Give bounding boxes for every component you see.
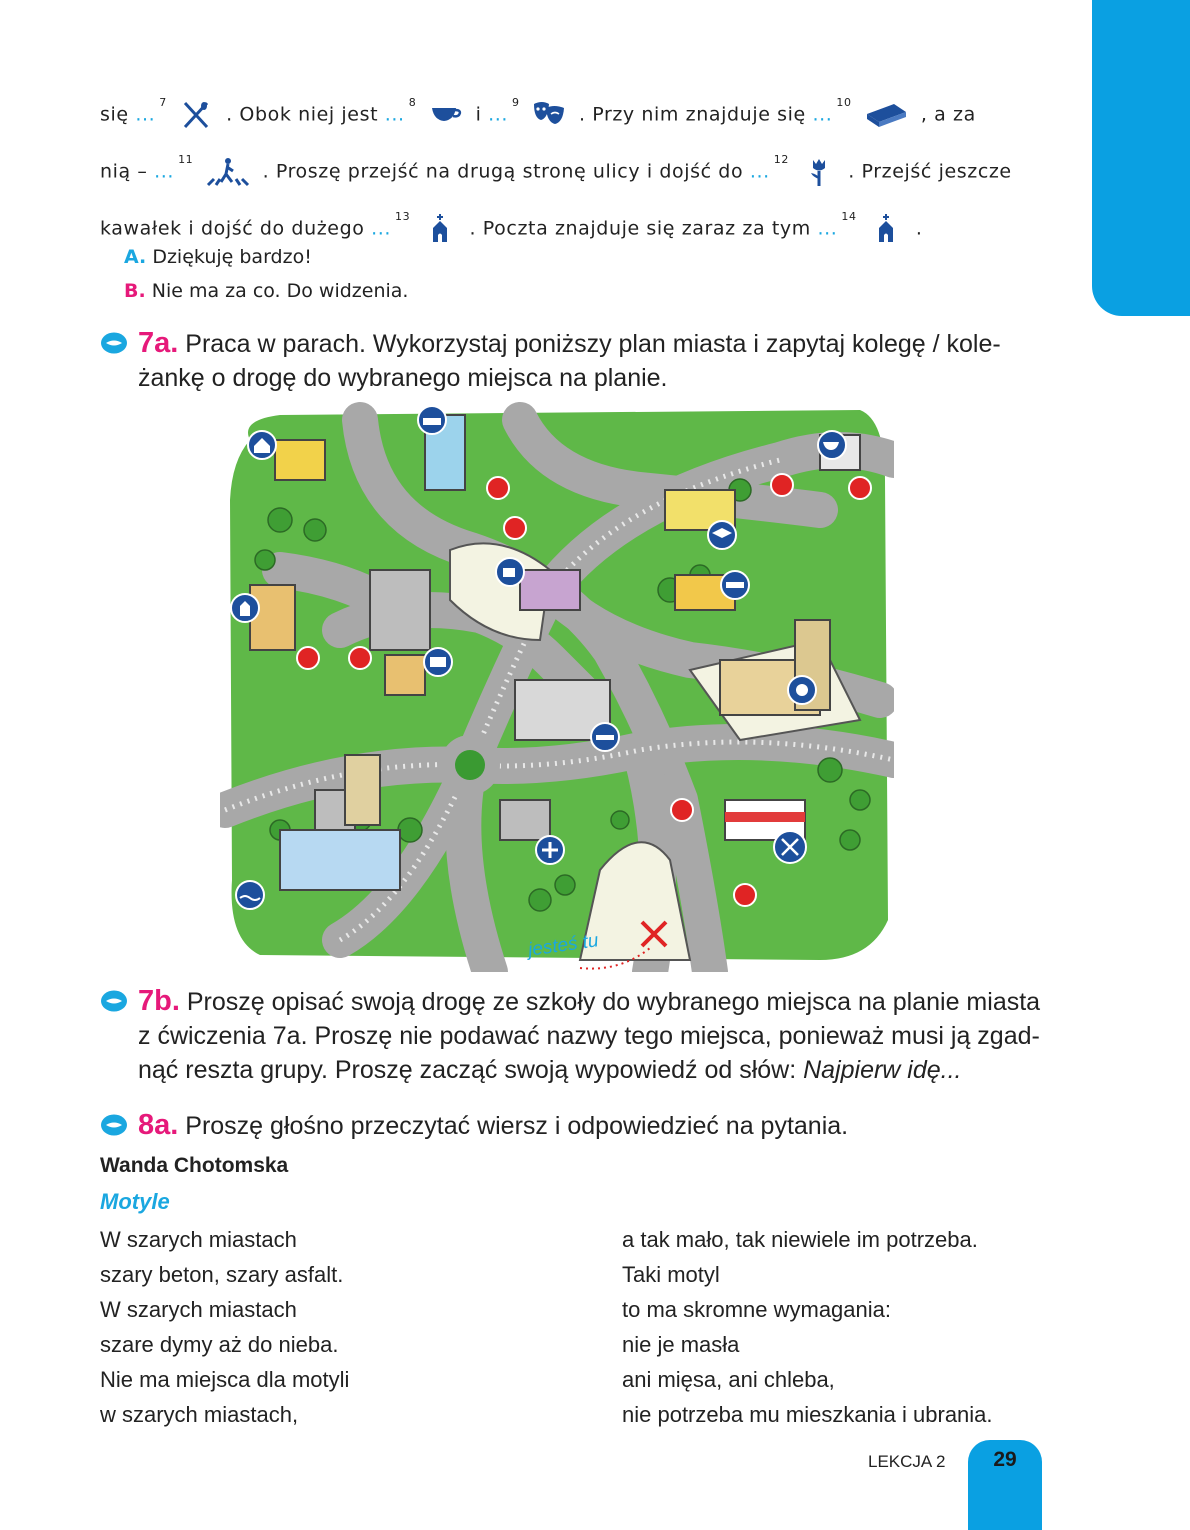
- cafe-icon: [429, 100, 463, 130]
- home-icon: [248, 431, 276, 459]
- flower-shop-icon: [802, 157, 836, 187]
- church-icon: [869, 214, 903, 244]
- pharmacy-icon: [536, 836, 564, 864]
- poem-line: to ma skromne wymagania:: [622, 1297, 891, 1322]
- poem-line: W szarych miastach: [100, 1227, 297, 1252]
- poem-line: W szarych miastach: [100, 1297, 297, 1322]
- page-number: 29: [993, 1448, 1017, 1471]
- cafe-icon: [818, 431, 846, 459]
- poem-line: szare dymy aż do nieba.: [100, 1332, 339, 1357]
- poem-line: nie potrzeba mu mieszkania i ubrania.: [622, 1402, 993, 1427]
- chapter-tab: [1092, 0, 1190, 316]
- church-icon: [423, 214, 457, 244]
- library-icon: [864, 100, 908, 130]
- poem-line: nie je masła: [622, 1332, 740, 1357]
- task-7b: [100, 984, 1050, 1087]
- poem-title: Motyle: [100, 1189, 170, 1214]
- school-icon: [708, 521, 736, 549]
- crosswalk-icon: [206, 157, 250, 187]
- poem-line: a tak mało, tak niewiele im potrzeba.: [622, 1227, 978, 1252]
- poem-line: Nie ma miejsca dla motyli: [100, 1367, 350, 1392]
- task-text: Proszę głośno przeczytać wiersz i odpowiedzieć na pytania.: [185, 1112, 849, 1140]
- church-icon: [231, 594, 259, 622]
- hotel-icon: [418, 406, 446, 434]
- task-7a: [100, 326, 1050, 395]
- poem-line: ani mięsa, ani chleba,: [622, 1367, 835, 1392]
- dialog-line-a: A. Dziękuję bardzo!: [124, 246, 312, 268]
- dialog-line-b: B. Nie ma za co. Do widzenia.: [124, 280, 409, 302]
- poem-line: szary beton, szary asfalt.: [100, 1262, 344, 1287]
- speech-bubble-icon: [100, 1114, 128, 1136]
- library-icon: [721, 571, 749, 599]
- poem-line: w szarych miastach,: [100, 1402, 299, 1427]
- exercise-line-3: kawałek i dojść do dużego ...$^{13}$ . Poczta znajduje się zaraz za tym ...$^{14}$ .: [100, 214, 923, 244]
- restaurant-icon: [179, 100, 213, 130]
- task-italic-text: Najpierw idę...: [803, 1056, 962, 1084]
- speech-bubble-icon: [100, 332, 128, 354]
- task-number: 7b.: [138, 985, 180, 1017]
- poem-column-left: [100, 1222, 349, 1432]
- task-number: 7a.: [138, 327, 179, 359]
- poem-line: Taki motyl: [622, 1262, 720, 1287]
- poem-column-right: [622, 1222, 993, 1432]
- you-are-here-label: jesteś tu: [526, 930, 600, 961]
- exercise-line-1: się ...$^7$ . Obok niej jest ...$^8$ i ...$^9$ . Przy nim znajduje się ...$^{10}$ , a za: [100, 100, 976, 130]
- lesson-label: LEKCJA 2: [868, 1452, 946, 1471]
- exercise-line-2: nią – ...$^{11}$ . Proszę przejść na drugą stronę ulicy i dojść do ...$^{12}$ . Przejść jeszcze: [100, 157, 1012, 187]
- swimming-pool-icon: [236, 881, 264, 909]
- task-number: 8a.: [138, 1109, 179, 1141]
- theatre-icon: [788, 676, 816, 704]
- speech-bubble-icon: [100, 990, 128, 1012]
- hospital-icon: [591, 723, 619, 751]
- cinema-icon: [496, 558, 524, 586]
- restaurant-icon: [774, 831, 806, 863]
- theatre-icon: [532, 100, 566, 130]
- task-text: Praca w parach. Wykorzystaj poniższy plan miasta i zapytaj kolegę / kole-żankę o drogę do wybranego miejsca na planie.: [138, 330, 1001, 392]
- poem-author: Wanda Chotomska: [100, 1154, 289, 1177]
- city-map: [220, 400, 894, 972]
- task-8a: [100, 1108, 1050, 1143]
- task-text: Proszę opisać swoją drogę ze szkoły do wybranego miejsca na planie miasta z ćwiczenia 7a. Proszę nie podawać nazwy tego miejsca, ponieważ musi ją zgad-nąć reszta grupy. Proszę zacząć swoją wypowiedź od słów:: [138, 988, 1041, 1084]
- bank-icon: [424, 648, 452, 676]
